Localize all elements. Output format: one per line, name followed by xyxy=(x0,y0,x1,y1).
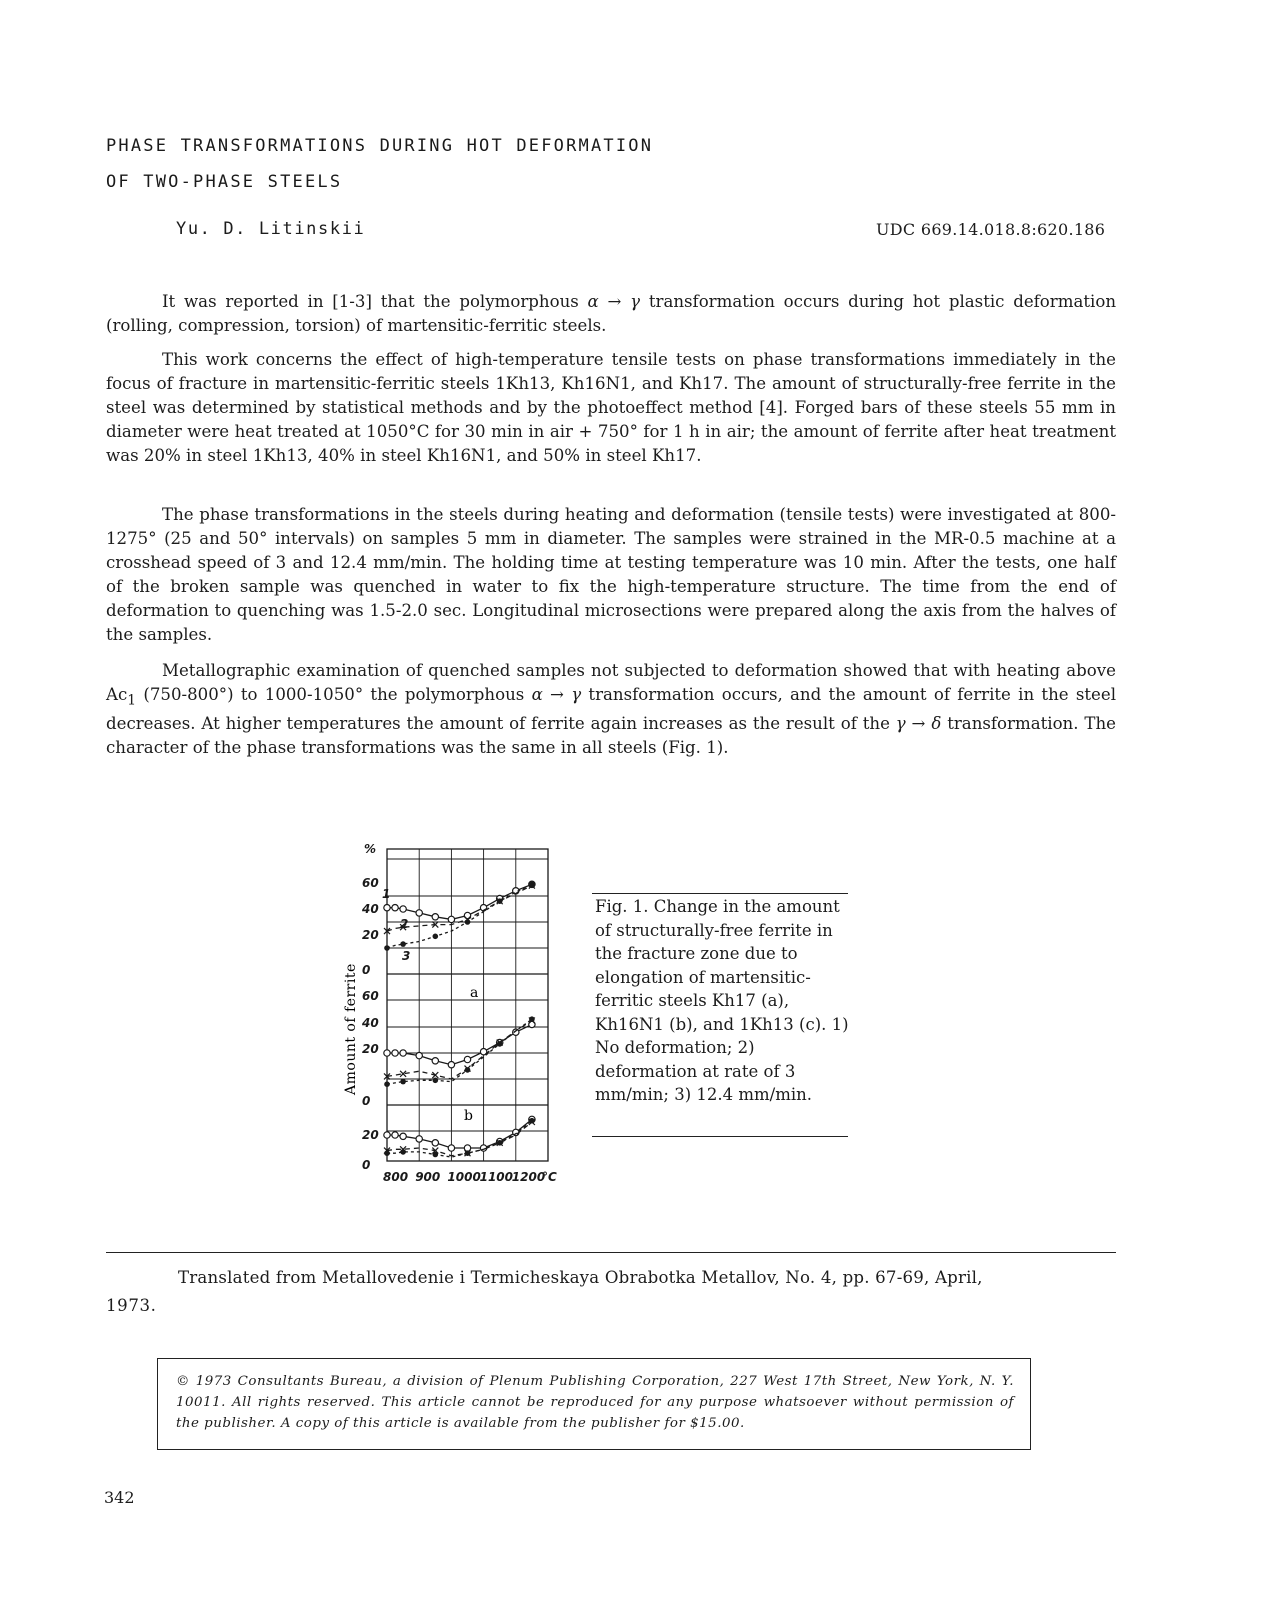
data-point-series-3 xyxy=(529,1016,535,1022)
series-line-2 xyxy=(387,1122,532,1156)
data-point-series-1 xyxy=(392,905,398,911)
paragraph-4-text-c: transformation occurs, and the amount of ferrite in the steel decreases. At higher temperatures the amount of ferrite again increases as the result of the xyxy=(106,685,1116,734)
y-tick-label: 60 xyxy=(362,989,379,1003)
data-point-series-1 xyxy=(392,1050,398,1056)
copyright-text: © 1973 Consultants Bureau, a division of Plenum Publishing Corporation, 227 West 17th Street, New York, N. Y. 10011. All rights reserved. This article cannot be reproduced for any purpose whatsoever without permission of the publisher. A copy of this article is available from the publisher for $15.00. xyxy=(176,1374,1014,1431)
data-point-series-3 xyxy=(465,1067,471,1073)
series-line-2 xyxy=(387,886,532,932)
data-point-series-1 xyxy=(464,1056,470,1062)
x-tick-label: 800 xyxy=(383,1170,409,1184)
curve-label-1: 1 xyxy=(382,887,391,901)
data-point-series-1 xyxy=(400,1133,406,1139)
data-point-series-1 xyxy=(400,906,406,912)
paragraph-3: The phase transformations in the steels during heating and deformation (tensile tests) were investigated at 800-1275° (25 and 50° intervals) on samples 5 mm in diameter. The samples were strained in the MR-0.5 machine at a crosshead speed of 3 and 12.4 mm/min. The holding time at testing temperature was 10 min. After the tests, one half of the broken sample was quenched in water to fix the high-temperature structure. The time from the end of deformation to quenching was 1.5-2.0 sec. Longitudinal microsections were prepared along the axis from the halves of the samples. xyxy=(106,505,1116,644)
x-tick-label: 1200 xyxy=(511,1170,546,1184)
series-line-1 xyxy=(387,1024,532,1064)
data-point-series-3 xyxy=(497,1140,503,1146)
y-axis-label: Amount of ferrite xyxy=(343,963,359,1095)
y-tick-label: 0 xyxy=(362,963,371,977)
data-point-series-1 xyxy=(384,905,390,911)
data-point-series-3 xyxy=(465,1150,471,1156)
data-point-series-1 xyxy=(416,1052,422,1058)
curve-label-2: 2 xyxy=(400,917,409,931)
y-tick-label: 40 xyxy=(362,1016,379,1030)
copyright-box xyxy=(157,1358,1031,1450)
data-point-series-3 xyxy=(384,1081,390,1087)
series-line-1 xyxy=(387,884,532,919)
panel-label-b: b xyxy=(464,1108,473,1124)
series-line-1 xyxy=(387,1119,532,1148)
data-point-series-1 xyxy=(448,1145,454,1151)
data-point-series-3 xyxy=(400,1149,406,1155)
data-point-series-3 xyxy=(433,1078,439,1084)
data-point-series-1 xyxy=(384,1132,390,1138)
footnote-rule xyxy=(106,1252,1116,1253)
data-point-series-3 xyxy=(384,1150,390,1156)
data-point-series-1 xyxy=(448,1062,454,1068)
alpha-gamma-symbol: α → γ xyxy=(531,685,582,704)
paragraph-1 xyxy=(106,290,1116,338)
paragraph-4-text-d: transformation. The character of the phase transformations was the same in all steels (Fig. 1). xyxy=(106,714,1116,758)
article-title-line-2: OF TWO-PHASE STEELS xyxy=(106,172,343,192)
data-point-series-1 xyxy=(400,1050,406,1056)
translation-note-line-1: Translated from Metallovedenie i Termicheskaya Obrabotka Metallov, No. 4, pp. 67-69, April, xyxy=(178,1268,983,1287)
ac1-subscript: 1 xyxy=(127,692,137,709)
ferrite-chart xyxy=(330,835,570,1195)
panel-label-a: a xyxy=(470,985,479,1001)
y-tick-label: 20 xyxy=(362,1042,379,1056)
paragraph-1-text-b: transformation occurs during hot plastic deformation (rolling, compression, torsion) of martensitic-ferritic steels. xyxy=(106,292,1117,335)
data-point-series-1 xyxy=(416,1136,422,1142)
data-point-series-1 xyxy=(448,916,454,922)
gamma-delta-symbol: γ → δ xyxy=(895,714,942,734)
y-tick-label: 20 xyxy=(362,1128,379,1142)
data-point-series-1 xyxy=(432,1140,438,1146)
curve-label-3: 3 xyxy=(402,949,411,963)
series-line-3 xyxy=(387,1121,532,1157)
data-point-series-1 xyxy=(416,910,422,916)
page-number: 342 xyxy=(104,1488,135,1507)
figure-caption: Fig. 1. Change in the amount of structurally-free ferrite in the fracture zone due to elongation of martensitic-ferritic steels Kh17 (a), Kh16N1 (b), and 1Kh13 (c). 1) No deformation; 2) deformation at rate of 3 mm/min; 3) 12.4 mm/min. xyxy=(595,897,849,1104)
x-tick-label: 1000 xyxy=(447,1170,481,1184)
author: Yu. D. Litinskii xyxy=(176,219,366,239)
udc-code: UDC 669.14.018.8:620.186 xyxy=(876,220,1106,239)
caption-top-rule xyxy=(592,893,848,894)
y-tick-label: 0 xyxy=(362,1158,371,1172)
caption-bottom-rule xyxy=(592,1136,848,1137)
y-tick-label: 60 xyxy=(362,876,379,890)
x-unit-label: °C xyxy=(542,1170,557,1184)
translation-note-line-2: 1973. xyxy=(106,1296,157,1315)
data-point-series-3 xyxy=(400,1079,406,1085)
paragraph-4-text-a: Metallographic examination of quenched samples not subjected to deformation showed that with heating above Ac xyxy=(106,661,1116,704)
data-point-series-1 xyxy=(392,1132,398,1138)
data-point-series-3 xyxy=(497,898,503,904)
data-point-series-1 xyxy=(432,1058,438,1064)
data-point-series-3 xyxy=(433,1152,439,1158)
data-point-series-3 xyxy=(465,919,471,925)
x-tick-label: 1100 xyxy=(479,1170,514,1184)
chart-labels xyxy=(343,842,557,1184)
data-point-series-1 xyxy=(384,1050,390,1056)
series-line-2 xyxy=(387,1021,532,1080)
y-tick-label: 40 xyxy=(362,902,379,916)
y-tick-label: 20 xyxy=(362,928,379,942)
data-point-series-1 xyxy=(432,914,438,920)
x-tick-label: 900 xyxy=(415,1170,441,1184)
data-point-series-3 xyxy=(400,941,406,947)
article-title-line-1: PHASE TRANSFORMATIONS DURING HOT DEFORMATION xyxy=(106,136,654,156)
data-point-series-3 xyxy=(529,1118,535,1124)
data-point-series-3 xyxy=(497,1041,503,1047)
y-unit-label: % xyxy=(364,842,377,856)
data-point-series-3 xyxy=(433,934,439,940)
paragraph-2: This work concerns the effect of high-temperature tensile tests on phase transformations immediately in the focus of fracture in martensitic-ferritic steels 1Kh13, Kh16N1, and Kh17. The amount of structurally-free ferrite in the steel was determined by statistical methods and by the photoeffect method [4]. Forged bars of these steels 55 mm in diameter were heat treated at 1050°C for 30 min in air + 750° for 1 h in air; the amount of ferrite after heat treatment was 20% in steel 1Kh13, 40% in steel Kh16N1, and 50% in steel Kh17. xyxy=(106,350,1116,465)
y-tick-label: 0 xyxy=(362,1094,371,1108)
paragraph-4-text-b: (750-800°) to 1000-1050° the polymorphous xyxy=(136,685,532,704)
paragraph-4 xyxy=(106,659,1116,760)
alpha-gamma-symbol: α → γ xyxy=(587,292,641,311)
paragraph-1-text-a: It was reported in [1-3] that the polymorphous xyxy=(162,292,588,311)
data-point-series-3 xyxy=(529,882,535,888)
data-point-series-3 xyxy=(384,945,390,951)
